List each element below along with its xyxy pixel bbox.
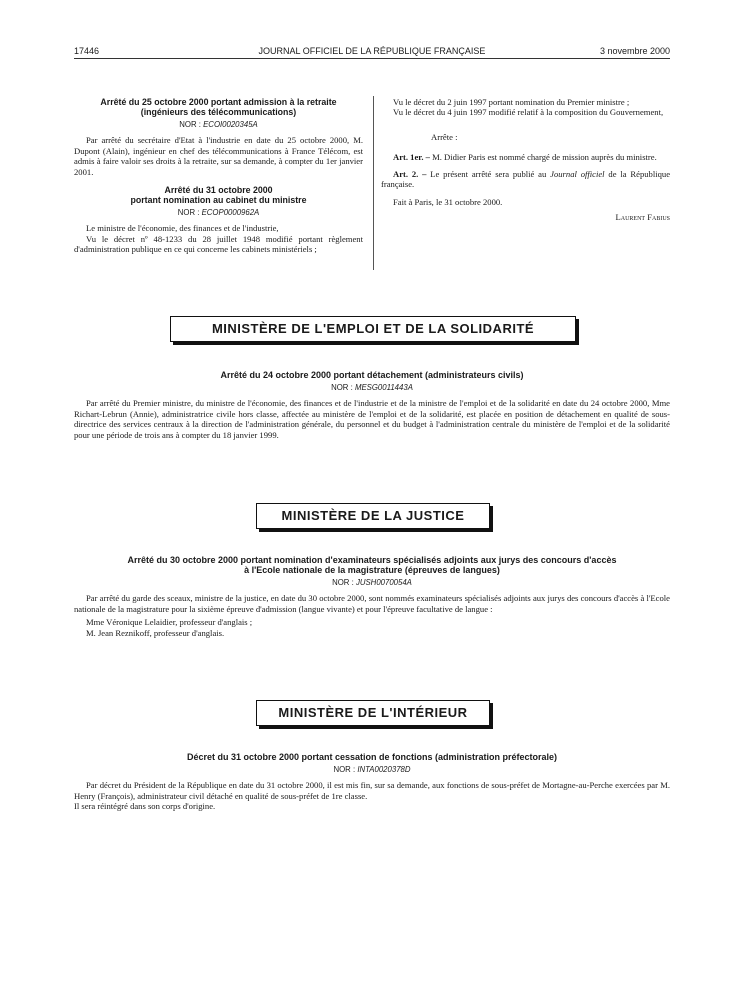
title-line: (ingénieurs des télécommunications) <box>140 107 297 117</box>
decret-body: Par décret du Président de la République en date du 31 octobre 2000, il est mis fin, sur sa demande, aux fonctions de sous-préfet de Mortagne-au-Perche exercées par M. Henry (François), administrateur civil détaché en qualité de sous-préfet de 1re classe. <box>74 780 670 801</box>
arrete-title: Arrêté du 24 octobre 2000 portant détachement (administrateurs civils) <box>220 370 524 380</box>
nor-reference <box>74 765 670 775</box>
decret-title: Décret du 31 octobre 2000 portant cessation de fonctions (administration préfectorale) <box>186 752 558 762</box>
article-2 <box>381 169 670 190</box>
section-emploi <box>74 370 670 440</box>
title-line: Arrêté du 25 octobre 2000 portant admission à la retraite <box>100 97 337 107</box>
article-text: de la République française. <box>381 168 671 190</box>
paragraph: Il sera réintégré dans son corps d'origine. <box>74 801 216 812</box>
nor-code: INTA0020378D <box>357 765 411 774</box>
header-rule <box>74 58 670 59</box>
signature: Laurent Fabius <box>615 211 670 222</box>
arrete-title <box>74 555 670 575</box>
paragraph: Vu le décret du 2 juin 1997 portant nomination du Premier ministre ; <box>393 97 630 107</box>
journal-title: JOURNAL OFFICIEL DE LA RÉPUBLIQUE FRANÇAISE <box>258 46 486 56</box>
article-label: Art. 2. – <box>393 168 427 179</box>
left-column <box>74 97 363 255</box>
arrete-body: Par arrêté du Premier ministre, du ministre de l'économie, des finances et de l'industrie et de la ministre de l'emploi et de la solidarité en date du 24 octobre 2000, Mme Richart-Lebrun (Annie), administratrice civile hors classe, affectée au ministère de l'emploi et de la solidarité, est placée en position de détachement en qualité de sous-directrice des services centraux à la direction de l'administration générale, du personnel et du budget à l'administration centrale du ministère de l'emploi et de la solidarité pour une période de trois ans à compter du 18 janvier 1999. <box>74 398 670 440</box>
nor-reference <box>74 120 363 130</box>
nor-reference <box>74 578 670 588</box>
article-text-italic: Journal officiel <box>550 168 605 179</box>
paragraph: Vu le décret du 4 juin 1997 modifié relatif à la composition du Gouvernement, <box>393 107 664 118</box>
nor-label: NOR : <box>331 383 353 392</box>
page-number: 17446 <box>74 46 100 56</box>
nor-label: NOR : <box>177 208 200 218</box>
ministry-banner-interieur: MINISTÈRE DE L'INTÉRIEUR <box>256 700 490 726</box>
issue-date: 3 novembre 2000 <box>599 46 670 56</box>
nor-reference <box>74 208 363 218</box>
article-1 <box>381 152 670 162</box>
article-text: M. Didier Paris est nommé chargé de mission auprès du ministre. <box>432 152 657 163</box>
column-divider <box>373 96 374 270</box>
article-label: Art. 1er. – <box>393 152 430 163</box>
list-item: M. Jean Reznikoff, professeur d'anglais. <box>86 627 225 638</box>
nor-label: NOR : <box>333 765 356 774</box>
nor-code: JUSH0070054A <box>355 578 412 587</box>
title-line: portant nomination au cabinet du ministre <box>130 195 307 206</box>
paragraph: Le ministre de l'économie, des finances et de l'industrie, <box>86 223 279 234</box>
section-interieur <box>74 752 670 812</box>
ministry-banner-emploi: MINISTÈRE DE L'EMPLOI ET DE LA SOLIDARITÉ <box>170 316 576 342</box>
nor-code: MESG0011443A <box>354 383 413 392</box>
nor-code: ECOP0000962A <box>201 208 260 218</box>
section-justice <box>74 555 670 638</box>
title-line: Arrêté du 30 octobre 2000 portant nomination d'examinateurs spécialisés adjoints aux jurys des concours d'accès <box>127 555 617 565</box>
right-column <box>381 97 670 222</box>
nor-code: ECOI0020345A <box>203 120 258 129</box>
nor-reference <box>74 383 670 393</box>
arrete-heading: Arrête : <box>431 131 458 142</box>
nor-label: NOR : <box>332 578 354 587</box>
arrete-body: Par arrêté du secrétaire d'Etat à l'industrie en date du 25 octobre 2000, M. Dupont (Alain), ingénieur en chef des télécommunications à France Télécom, est admis à faire valoir ses droits à la retraite, sur sa demande, à compter du 1er janvier 2001. <box>74 135 363 177</box>
article-text: Le présent arrêté sera publié au <box>430 168 547 179</box>
title-line: à l'Ecole nationale de la magistrature (épreuves de langues) <box>244 565 500 575</box>
fait-line: Fait à Paris, le 31 octobre 2000. <box>393 197 503 208</box>
nor-label: NOR : <box>179 120 201 129</box>
arrete-body: Par arrêté du garde des sceaux, ministre de la justice, en date du 30 octobre 2000, sont nommés examinateurs spécialisés adjoints aux jurys des concours d'accès à l'Ecole nationale de la magistrature pour la sixième épreuve d'admission (langue vivante) et pour l'épreuve facultative de langue : <box>74 593 670 614</box>
arrete-title <box>74 185 363 205</box>
title-line: Arrêté du 31 octobre 2000 <box>164 185 273 196</box>
list-item: Mme Véronique Lelaidier, professeur d'anglais ; <box>86 617 253 628</box>
ministry-banner-justice: MINISTÈRE DE LA JUSTICE <box>256 503 490 529</box>
paragraph: Vu le décret nº 48-1233 du 28 juillet 1948 modifié portant règlement d'administration publique en ce qui concerne les cabinets ministériels ; <box>74 233 363 255</box>
arrete-title <box>74 97 363 117</box>
